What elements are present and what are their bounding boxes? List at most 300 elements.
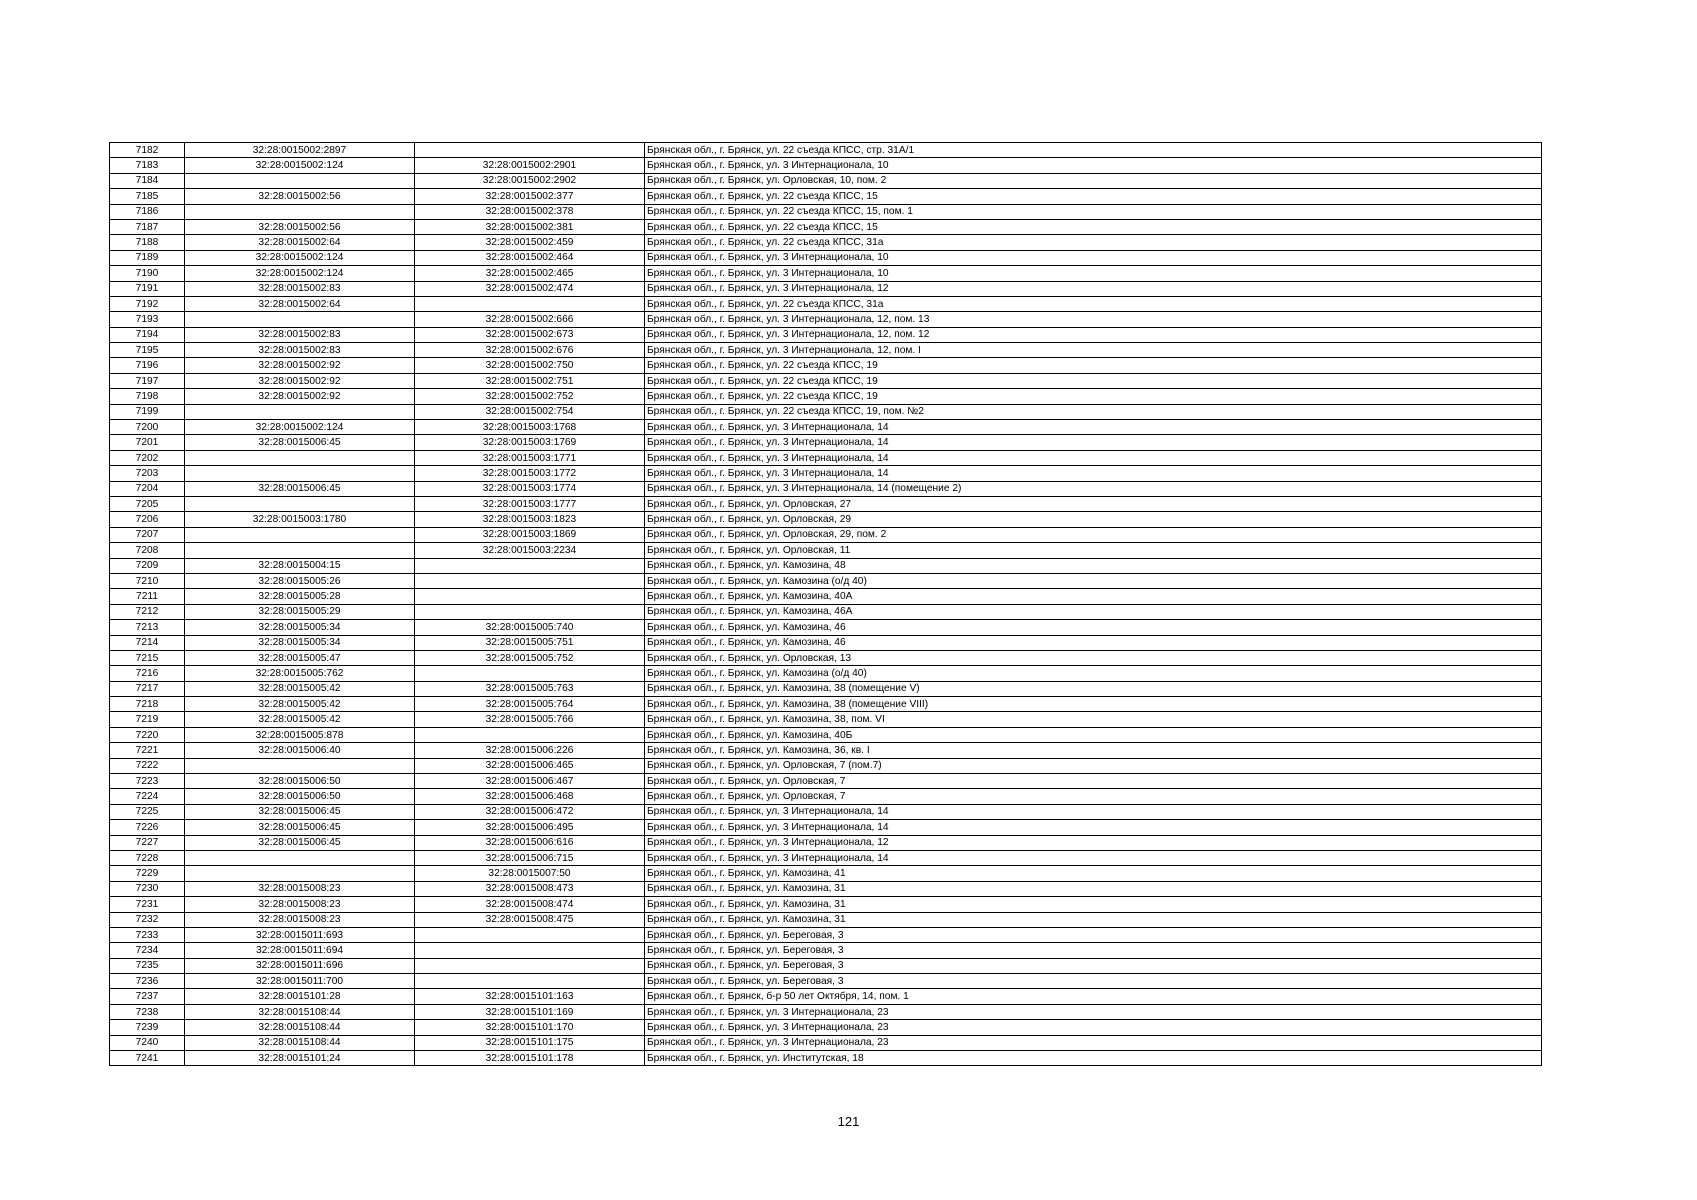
- row-number-cell: 7235: [110, 958, 185, 973]
- table-row: [110, 327, 1542, 342]
- table-row: [110, 404, 1542, 419]
- table-row: [110, 358, 1542, 373]
- table-row: [110, 635, 1542, 650]
- address-cell: Брянская обл., г. Брянск, ул. Камозина, 38 (помещение V): [645, 681, 1542, 696]
- table-row: [110, 620, 1542, 635]
- object-cadastral-number-cell: 32:28:0015101:169: [415, 1004, 645, 1019]
- table-row: [110, 235, 1542, 250]
- row-number-cell: 7210: [110, 573, 185, 588]
- object-cadastral-number-cell: 32:28:0015003:1869: [415, 527, 645, 542]
- table-row: [110, 343, 1542, 358]
- table-row: [110, 312, 1542, 327]
- address-cell: Брянская обл., г. Брянск, ул. Институтская, 18: [645, 1051, 1542, 1066]
- object-cadastral-number-cell: 32:28:0015101:175: [415, 1035, 645, 1050]
- object-cadastral-number-cell: 32:28:0015101:178: [415, 1051, 645, 1066]
- address-cell: Брянская обл., г. Брянск, ул. Орловская, 7: [645, 789, 1542, 804]
- parcel-cadastral-number-cell: 32:28:0015006:40: [185, 743, 415, 758]
- row-number-cell: 7224: [110, 789, 185, 804]
- table-row: [110, 927, 1542, 942]
- address-cell: Брянская обл., г. Брянск, ул. Береговая, 3: [645, 958, 1542, 973]
- address-cell: Брянская обл., г. Брянск, б-р 50 лет Октября, 14, пом. 1: [645, 989, 1542, 1004]
- row-number-cell: 7182: [110, 143, 185, 158]
- parcel-cadastral-number-cell: 32:28:0015002:2897: [185, 143, 415, 158]
- address-cell: Брянская обл., г. Брянск, ул. 22 съезда КПСС, 31а: [645, 296, 1542, 311]
- address-cell: Брянская обл., г. Брянск, ул. Береговая, 3: [645, 943, 1542, 958]
- object-cadastral-number-cell: [415, 974, 645, 989]
- page-number: 121: [837, 1114, 860, 1129]
- object-cadastral-number-cell: 32:28:0015005:752: [415, 650, 645, 665]
- object-cadastral-number-cell: 32:28:0015002:2902: [415, 173, 645, 188]
- table-row: [110, 666, 1542, 681]
- parcel-cadastral-number-cell: 32:28:0015005:47: [185, 650, 415, 665]
- address-cell: Брянская обл., г. Брянск, ул. Орловская, 10, пом. 2: [645, 173, 1542, 188]
- object-cadastral-number-cell: 32:28:0015002:673: [415, 327, 645, 342]
- table-row: [110, 266, 1542, 281]
- address-cell: Брянская обл., г. Брянск, ул. 3 Интернационала, 23: [645, 1020, 1542, 1035]
- table-row: [110, 573, 1542, 588]
- parcel-cadastral-number-cell: [185, 204, 415, 219]
- object-cadastral-number-cell: 32:28:0015008:475: [415, 912, 645, 927]
- object-cadastral-number-cell: [415, 927, 645, 942]
- address-cell: Брянская обл., г. Брянск, ул. Камозина, 40А: [645, 589, 1542, 604]
- row-number-cell: 7183: [110, 158, 185, 173]
- row-number-cell: 7215: [110, 650, 185, 665]
- object-cadastral-number-cell: 32:28:0015002:465: [415, 266, 645, 281]
- object-cadastral-number-cell: 32:28:0015002:754: [415, 404, 645, 419]
- object-cadastral-number-cell: 32:28:0015002:381: [415, 219, 645, 234]
- parcel-cadastral-number-cell: 32:28:0015002:56: [185, 219, 415, 234]
- parcel-cadastral-number-cell: 32:28:0015011:694: [185, 943, 415, 958]
- row-number-cell: 7207: [110, 527, 185, 542]
- table-row: [110, 204, 1542, 219]
- row-number-cell: 7229: [110, 866, 185, 881]
- object-cadastral-number-cell: [415, 666, 645, 681]
- table-row: [110, 850, 1542, 865]
- parcel-cadastral-number-cell: 32:28:0015004:15: [185, 558, 415, 573]
- table-row: [110, 958, 1542, 973]
- parcel-cadastral-number-cell: [185, 404, 415, 419]
- object-cadastral-number-cell: 32:28:0015006:467: [415, 774, 645, 789]
- table-row: [110, 912, 1542, 927]
- row-number-cell: 7237: [110, 989, 185, 1004]
- object-cadastral-number-cell: 32:28:0015006:226: [415, 743, 645, 758]
- table-row: [110, 466, 1542, 481]
- parcel-cadastral-number-cell: 32:28:0015006:45: [185, 835, 415, 850]
- table-row: [110, 804, 1542, 819]
- object-cadastral-number-cell: 32:28:0015002:464: [415, 250, 645, 265]
- parcel-cadastral-number-cell: 32:28:0015002:92: [185, 358, 415, 373]
- table-row: [110, 758, 1542, 773]
- address-cell: Брянская обл., г. Брянск, ул. 3 Интернационала, 10: [645, 158, 1542, 173]
- object-cadastral-number-cell: 32:28:0015003:1771: [415, 450, 645, 465]
- row-number-cell: 7231: [110, 897, 185, 912]
- object-cadastral-number-cell: [415, 958, 645, 973]
- table-row: [110, 589, 1542, 604]
- parcel-cadastral-number-cell: 32:28:0015003:1780: [185, 512, 415, 527]
- table-row: [110, 296, 1542, 311]
- table-row: [110, 1004, 1542, 1019]
- object-cadastral-number-cell: 32:28:0015003:1772: [415, 466, 645, 481]
- table-row: [110, 527, 1542, 542]
- row-number-cell: 7193: [110, 312, 185, 327]
- object-cadastral-number-cell: [415, 727, 645, 742]
- table-row: [110, 1035, 1542, 1050]
- parcel-cadastral-number-cell: [185, 496, 415, 511]
- row-number-cell: 7221: [110, 743, 185, 758]
- row-number-cell: 7187: [110, 219, 185, 234]
- address-cell: Брянская обл., г. Брянск, ул. Береговая, 3: [645, 927, 1542, 942]
- parcel-cadastral-number-cell: 32:28:0015005:42: [185, 681, 415, 696]
- address-cell: Брянская обл., г. Брянск, ул. 3 Интернационала, 14: [645, 420, 1542, 435]
- table-row: [110, 543, 1542, 558]
- address-cell: Брянская обл., г. Брянск, ул. Орловская, 13: [645, 650, 1542, 665]
- parcel-cadastral-number-cell: 32:28:0015008:23: [185, 912, 415, 927]
- address-cell: Брянская обл., г. Брянск, ул. Орловская, 27: [645, 496, 1542, 511]
- address-cell: Брянская обл., г. Брянск, ул. 3 Интернационала, 14: [645, 466, 1542, 481]
- address-cell: Брянская обл., г. Брянск, ул. Камозина, 31: [645, 881, 1542, 896]
- row-number-cell: 7218: [110, 697, 185, 712]
- address-cell: Брянская обл., г. Брянск, ул. 3 Интернационала, 12, пом. I: [645, 343, 1542, 358]
- parcel-cadastral-number-cell: 32:28:0015002:92: [185, 373, 415, 388]
- table-row: [110, 1051, 1542, 1066]
- table-row: [110, 835, 1542, 850]
- object-cadastral-number-cell: 32:28:0015006:495: [415, 820, 645, 835]
- parcel-cadastral-number-cell: 32:28:0015002:92: [185, 389, 415, 404]
- parcel-cadastral-number-cell: [185, 758, 415, 773]
- address-cell: Брянская обл., г. Брянск, ул. Камозина, 46: [645, 635, 1542, 650]
- object-cadastral-number-cell: 32:28:0015006:468: [415, 789, 645, 804]
- object-cadastral-number-cell: [415, 943, 645, 958]
- row-number-cell: 7203: [110, 466, 185, 481]
- row-number-cell: 7184: [110, 173, 185, 188]
- table-row: [110, 697, 1542, 712]
- object-cadastral-number-cell: 32:28:0015003:1823: [415, 512, 645, 527]
- parcel-cadastral-number-cell: 32:28:0015006:50: [185, 789, 415, 804]
- row-number-cell: 7241: [110, 1051, 185, 1066]
- object-cadastral-number-cell: 32:28:0015007:50: [415, 866, 645, 881]
- row-number-cell: 7211: [110, 589, 185, 604]
- table-row: [110, 373, 1542, 388]
- parcel-cadastral-number-cell: 32:28:0015005:26: [185, 573, 415, 588]
- address-cell: Брянская обл., г. Брянск, ул. 3 Интернационала, 12, пом. 13: [645, 312, 1542, 327]
- row-number-cell: 7192: [110, 296, 185, 311]
- parcel-cadastral-number-cell: 32:28:0015005:762: [185, 666, 415, 681]
- row-number-cell: 7194: [110, 327, 185, 342]
- table-row: [110, 881, 1542, 896]
- parcel-cadastral-number-cell: 32:28:0015002:56: [185, 189, 415, 204]
- address-cell: Брянская обл., г. Брянск, ул. 3 Интернационала, 10: [645, 266, 1542, 281]
- object-cadastral-number-cell: [415, 143, 645, 158]
- table-row: [110, 143, 1542, 158]
- address-cell: Брянская обл., г. Брянск, ул. Камозина, 46А: [645, 604, 1542, 619]
- object-cadastral-number-cell: 32:28:0015003:2234: [415, 543, 645, 558]
- table-row: [110, 189, 1542, 204]
- table-row: [110, 681, 1542, 696]
- table-row: [110, 1020, 1542, 1035]
- row-number-cell: 7226: [110, 820, 185, 835]
- table-row: [110, 712, 1542, 727]
- object-cadastral-number-cell: 32:28:0015005:763: [415, 681, 645, 696]
- table-row: [110, 820, 1542, 835]
- row-number-cell: 7188: [110, 235, 185, 250]
- parcel-cadastral-number-cell: [185, 173, 415, 188]
- table-row: [110, 989, 1542, 1004]
- row-number-cell: 7202: [110, 450, 185, 465]
- parcel-cadastral-number-cell: 32:28:0015002:83: [185, 343, 415, 358]
- object-cadastral-number-cell: [415, 573, 645, 588]
- row-number-cell: 7186: [110, 204, 185, 219]
- object-cadastral-number-cell: [415, 296, 645, 311]
- row-number-cell: 7200: [110, 420, 185, 435]
- row-number-cell: 7197: [110, 373, 185, 388]
- object-cadastral-number-cell: [415, 589, 645, 604]
- parcel-cadastral-number-cell: 32:28:0015005:34: [185, 620, 415, 635]
- object-cadastral-number-cell: 32:28:0015002:474: [415, 281, 645, 296]
- object-cadastral-number-cell: 32:28:0015006:715: [415, 850, 645, 865]
- table-row: [110, 512, 1542, 527]
- object-cadastral-number-cell: 32:28:0015003:1777: [415, 496, 645, 511]
- parcel-cadastral-number-cell: 32:28:0015006:45: [185, 820, 415, 835]
- object-cadastral-number-cell: 32:28:0015003:1769: [415, 435, 645, 450]
- row-number-cell: 7220: [110, 727, 185, 742]
- row-number-cell: 7198: [110, 389, 185, 404]
- table-row: [110, 450, 1542, 465]
- row-number-cell: 7209: [110, 558, 185, 573]
- object-cadastral-number-cell: 32:28:0015005:764: [415, 697, 645, 712]
- address-cell: Брянская обл., г. Брянск, ул. 3 Интернационала, 14: [645, 820, 1542, 835]
- object-cadastral-number-cell: 32:28:0015003:1768: [415, 420, 645, 435]
- address-cell: Брянская обл., г. Брянск, ул. 3 Интернационала, 14: [645, 435, 1542, 450]
- object-cadastral-number-cell: 32:28:0015002:666: [415, 312, 645, 327]
- address-cell: Брянская обл., г. Брянск, ул. 3 Интернационала, 12: [645, 281, 1542, 296]
- address-cell: Брянская обл., г. Брянск, ул. 22 съезда КПСС, 19: [645, 389, 1542, 404]
- row-number-cell: 7196: [110, 358, 185, 373]
- object-cadastral-number-cell: 32:28:0015008:474: [415, 897, 645, 912]
- address-cell: Брянская обл., г. Брянск, ул. 3 Интернационала, 10: [645, 250, 1542, 265]
- address-cell: Брянская обл., г. Брянск, ул. Орловская, 11: [645, 543, 1542, 558]
- address-cell: Брянская обл., г. Брянск, ул. Камозина, 38, пом. VI: [645, 712, 1542, 727]
- parcel-cadastral-number-cell: 32:28:0015011:700: [185, 974, 415, 989]
- parcel-cadastral-number-cell: 32:28:0015002:124: [185, 158, 415, 173]
- address-cell: Брянская обл., г. Брянск, ул. 22 съезда КПСС, 31а: [645, 235, 1542, 250]
- address-cell: Брянская обл., г. Брянск, ул. Камозина (о/д 40): [645, 666, 1542, 681]
- row-number-cell: 7201: [110, 435, 185, 450]
- address-cell: Брянская обл., г. Брянск, ул. 3 Интернационала, 14: [645, 850, 1542, 865]
- parcel-cadastral-number-cell: [185, 450, 415, 465]
- parcel-cadastral-number-cell: 32:28:0015005:29: [185, 604, 415, 619]
- parcel-cadastral-number-cell: [185, 312, 415, 327]
- address-cell: Брянская обл., г. Брянск, ул. Камозина, 31: [645, 897, 1542, 912]
- table-row: [110, 173, 1542, 188]
- address-cell: Брянская обл., г. Брянск, ул. 3 Интернационала, 23: [645, 1004, 1542, 1019]
- row-number-cell: 7222: [110, 758, 185, 773]
- address-cell: Брянская обл., г. Брянск, ул. Орловская, 29, пом. 2: [645, 527, 1542, 542]
- table-row: [110, 219, 1542, 234]
- parcel-cadastral-number-cell: 32:28:0015002:124: [185, 266, 415, 281]
- parcel-cadastral-number-cell: 32:28:0015005:28: [185, 589, 415, 604]
- address-cell: Брянская обл., г. Брянск, ул. 3 Интернационала, 12: [645, 835, 1542, 850]
- address-cell: Брянская обл., г. Брянск, ул. Камозина, 41: [645, 866, 1542, 881]
- address-cell: Брянская обл., г. Брянск, ул. 22 съезда КПСС, 15, пом. 1: [645, 204, 1542, 219]
- address-cell: Брянская обл., г. Брянск, ул. Камозина, 48: [645, 558, 1542, 573]
- address-cell: Брянская обл., г. Брянск, ул. 22 съезда КПСС, 19: [645, 358, 1542, 373]
- object-cadastral-number-cell: [415, 604, 645, 619]
- row-number-cell: 7239: [110, 1020, 185, 1035]
- address-cell: Брянская обл., г. Брянск, ул. Орловская, 29: [645, 512, 1542, 527]
- row-number-cell: 7208: [110, 543, 185, 558]
- table-row: [110, 281, 1542, 296]
- parcel-cadastral-number-cell: 32:28:0015002:124: [185, 250, 415, 265]
- row-number-cell: 7230: [110, 881, 185, 896]
- parcel-cadastral-number-cell: 32:28:0015002:124: [185, 420, 415, 435]
- table-row: [110, 558, 1542, 573]
- address-cell: Брянская обл., г. Брянск, ул. 22 съезда КПСС, 19: [645, 373, 1542, 388]
- address-cell: Брянская обл., г. Брянск, ул. Камозина, 36, кв. I: [645, 743, 1542, 758]
- address-cell: Брянская обл., г. Брянск, ул. 22 съезда КПСС, стр. 31А/1: [645, 143, 1542, 158]
- object-cadastral-number-cell: 32:28:0015005:740: [415, 620, 645, 635]
- table-row: [110, 789, 1542, 804]
- row-number-cell: 7217: [110, 681, 185, 696]
- table-row: [110, 250, 1542, 265]
- object-cadastral-number-cell: 32:28:0015006:616: [415, 835, 645, 850]
- table-row: [110, 774, 1542, 789]
- address-cell: Брянская обл., г. Брянск, ул. 22 съезда КПСС, 15: [645, 219, 1542, 234]
- parcel-cadastral-number-cell: [185, 466, 415, 481]
- row-number-cell: 7189: [110, 250, 185, 265]
- object-cadastral-number-cell: 32:28:0015002:751: [415, 373, 645, 388]
- parcel-cadastral-number-cell: 32:28:0015005:42: [185, 712, 415, 727]
- address-cell: Брянская обл., г. Брянск, ул. 3 Интернационала, 12, пом. 12: [645, 327, 1542, 342]
- parcel-cadastral-number-cell: 32:28:0015006:45: [185, 481, 415, 496]
- parcel-cadastral-number-cell: 32:28:0015002:83: [185, 327, 415, 342]
- row-number-cell: 7199: [110, 404, 185, 419]
- object-cadastral-number-cell: 32:28:0015002:752: [415, 389, 645, 404]
- row-number-cell: 7212: [110, 604, 185, 619]
- table-row: [110, 650, 1542, 665]
- address-cell: Брянская обл., г. Брянск, ул. Камозина, 40Б: [645, 727, 1542, 742]
- row-number-cell: 7190: [110, 266, 185, 281]
- address-cell: Брянская обл., г. Брянск, ул. 22 съезда КПСС, 15: [645, 189, 1542, 204]
- row-number-cell: 7232: [110, 912, 185, 927]
- row-number-cell: 7233: [110, 927, 185, 942]
- table-row: [110, 604, 1542, 619]
- parcel-cadastral-number-cell: [185, 850, 415, 865]
- table-row: [110, 743, 1542, 758]
- parcel-cadastral-number-cell: [185, 866, 415, 881]
- table-row: [110, 943, 1542, 958]
- parcel-cadastral-number-cell: 32:28:0015108:44: [185, 1004, 415, 1019]
- address-cell: Брянская обл., г. Брянск, ул. 3 Интернационала, 23: [645, 1035, 1542, 1050]
- address-cell: Брянская обл., г. Брянск, ул. Орловская, 7: [645, 774, 1542, 789]
- table-row: [110, 389, 1542, 404]
- row-number-cell: 7205: [110, 496, 185, 511]
- row-number-cell: 7191: [110, 281, 185, 296]
- table-row: [110, 727, 1542, 742]
- address-cell: Брянская обл., г. Брянск, ул. 3 Интернационала, 14 (помещение 2): [645, 481, 1542, 496]
- object-cadastral-number-cell: [415, 558, 645, 573]
- object-cadastral-number-cell: 32:28:0015005:751: [415, 635, 645, 650]
- object-cadastral-number-cell: 32:28:0015101:163: [415, 989, 645, 1004]
- row-number-cell: 7225: [110, 804, 185, 819]
- object-cadastral-number-cell: 32:28:0015006:472: [415, 804, 645, 819]
- table-row: [110, 420, 1542, 435]
- parcel-cadastral-number-cell: [185, 543, 415, 558]
- parcel-cadastral-number-cell: 32:28:0015006:45: [185, 804, 415, 819]
- address-cell: Брянская обл., г. Брянск, ул. Камозина, 31: [645, 912, 1542, 927]
- parcel-cadastral-number-cell: 32:28:0015108:44: [185, 1020, 415, 1035]
- address-cell: Брянская обл., г. Брянск, ул. Камозина (о/д 40): [645, 573, 1542, 588]
- parcel-cadastral-number-cell: 32:28:0015005:34: [185, 635, 415, 650]
- object-cadastral-number-cell: 32:28:0015006:465: [415, 758, 645, 773]
- address-cell: Брянская обл., г. Брянск, ул. Орловская, 7 (пом.7): [645, 758, 1542, 773]
- table-row: [110, 481, 1542, 496]
- object-cadastral-number-cell: 32:28:0015002:676: [415, 343, 645, 358]
- property-register-table: [109, 142, 1542, 1066]
- object-cadastral-number-cell: 32:28:0015002:2901: [415, 158, 645, 173]
- row-number-cell: 7195: [110, 343, 185, 358]
- table-row: [110, 897, 1542, 912]
- object-cadastral-number-cell: 32:28:0015008:473: [415, 881, 645, 896]
- object-cadastral-number-cell: 32:28:0015005:766: [415, 712, 645, 727]
- address-cell: Брянская обл., г. Брянск, ул. 22 съезда КПСС, 19, пом. №2: [645, 404, 1542, 419]
- row-number-cell: 7223: [110, 774, 185, 789]
- address-cell: Брянская обл., г. Брянск, ул. 3 Интернационала, 14: [645, 804, 1542, 819]
- parcel-cadastral-number-cell: 32:28:0015002:64: [185, 235, 415, 250]
- row-number-cell: 7227: [110, 835, 185, 850]
- register-table-body: [110, 143, 1542, 1066]
- table-row: [110, 496, 1542, 511]
- row-number-cell: 7206: [110, 512, 185, 527]
- parcel-cadastral-number-cell: [185, 527, 415, 542]
- parcel-cadastral-number-cell: 32:28:0015101:28: [185, 989, 415, 1004]
- table-row: [110, 974, 1542, 989]
- parcel-cadastral-number-cell: 32:28:0015008:23: [185, 881, 415, 896]
- address-cell: Брянская обл., г. Брянск, ул. 3 Интернационала, 14: [645, 450, 1542, 465]
- parcel-cadastral-number-cell: 32:28:0015002:64: [185, 296, 415, 311]
- parcel-cadastral-number-cell: 32:28:0015005:42: [185, 697, 415, 712]
- table-row: [110, 435, 1542, 450]
- row-number-cell: 7234: [110, 943, 185, 958]
- address-cell: Брянская обл., г. Брянск, ул. Камозина, 46: [645, 620, 1542, 635]
- parcel-cadastral-number-cell: 32:28:0015006:45: [185, 435, 415, 450]
- parcel-cadastral-number-cell: 32:28:0015005:878: [185, 727, 415, 742]
- parcel-cadastral-number-cell: 32:28:0015011:696: [185, 958, 415, 973]
- address-cell: Брянская обл., г. Брянск, ул. Береговая, 3: [645, 974, 1542, 989]
- row-number-cell: 7216: [110, 666, 185, 681]
- object-cadastral-number-cell: 32:28:0015003:1774: [415, 481, 645, 496]
- row-number-cell: 7185: [110, 189, 185, 204]
- row-number-cell: 7213: [110, 620, 185, 635]
- parcel-cadastral-number-cell: 32:28:0015006:50: [185, 774, 415, 789]
- row-number-cell: 7219: [110, 712, 185, 727]
- object-cadastral-number-cell: 32:28:0015002:459: [415, 235, 645, 250]
- address-cell: Брянская обл., г. Брянск, ул. Камозина, 38 (помещение VIII): [645, 697, 1542, 712]
- row-number-cell: 7204: [110, 481, 185, 496]
- parcel-cadastral-number-cell: 32:28:0015108:44: [185, 1035, 415, 1050]
- row-number-cell: 7236: [110, 974, 185, 989]
- parcel-cadastral-number-cell: 32:28:0015011:693: [185, 927, 415, 942]
- object-cadastral-number-cell: 32:28:0015101:170: [415, 1020, 645, 1035]
- row-number-cell: 7228: [110, 850, 185, 865]
- object-cadastral-number-cell: 32:28:0015002:750: [415, 358, 645, 373]
- parcel-cadastral-number-cell: 32:28:0015101:24: [185, 1051, 415, 1066]
- row-number-cell: 7240: [110, 1035, 185, 1050]
- table-row: [110, 158, 1542, 173]
- parcel-cadastral-number-cell: 32:28:0015002:83: [185, 281, 415, 296]
- table-row: [110, 866, 1542, 881]
- object-cadastral-number-cell: 32:28:0015002:377: [415, 189, 645, 204]
- row-number-cell: 7238: [110, 1004, 185, 1019]
